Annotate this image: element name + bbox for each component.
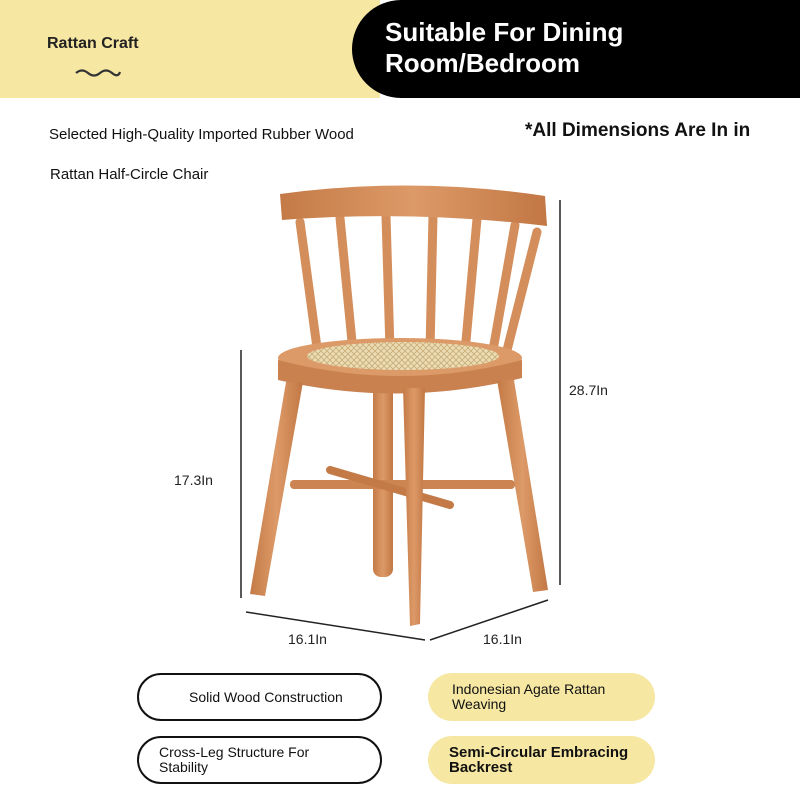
back-leg-left (373, 372, 393, 577)
back-rail (280, 185, 547, 226)
brand-name: Rattan Craft (47, 35, 139, 52)
feature-pill-rattan (428, 673, 655, 721)
seat-height-label: 17.3In (174, 472, 213, 488)
product-name: Rattan Half-Circle Chair (50, 166, 209, 183)
headline: Suitable For Dining Room/Bedroom (385, 17, 624, 78)
back-spindles (300, 216, 537, 358)
seat-rattan (307, 342, 499, 370)
width-line (246, 612, 425, 640)
feature-pill-cross-leg (137, 736, 382, 784)
total-height-label: 28.7In (569, 382, 608, 398)
feature-label: Cross-Leg Structure For Stability (159, 744, 310, 775)
material-text: Selected High-Quality Imported Rubber Wood (49, 126, 354, 143)
front-leg-center (403, 388, 425, 626)
feature-label: Semi-Circular Embracing Backrest (449, 744, 629, 776)
feature-pill-solid-wood (137, 673, 382, 721)
dimensions-note: *All Dimensions Are In in (525, 120, 751, 141)
feature-label: Indonesian Agate Rattan Weaving (452, 681, 606, 712)
feature-pill-backrest (428, 736, 655, 784)
width-label: 16.1In (288, 631, 327, 647)
feature-label: Solid Wood Construction (189, 688, 343, 705)
depth-label: 16.1In (483, 631, 522, 647)
